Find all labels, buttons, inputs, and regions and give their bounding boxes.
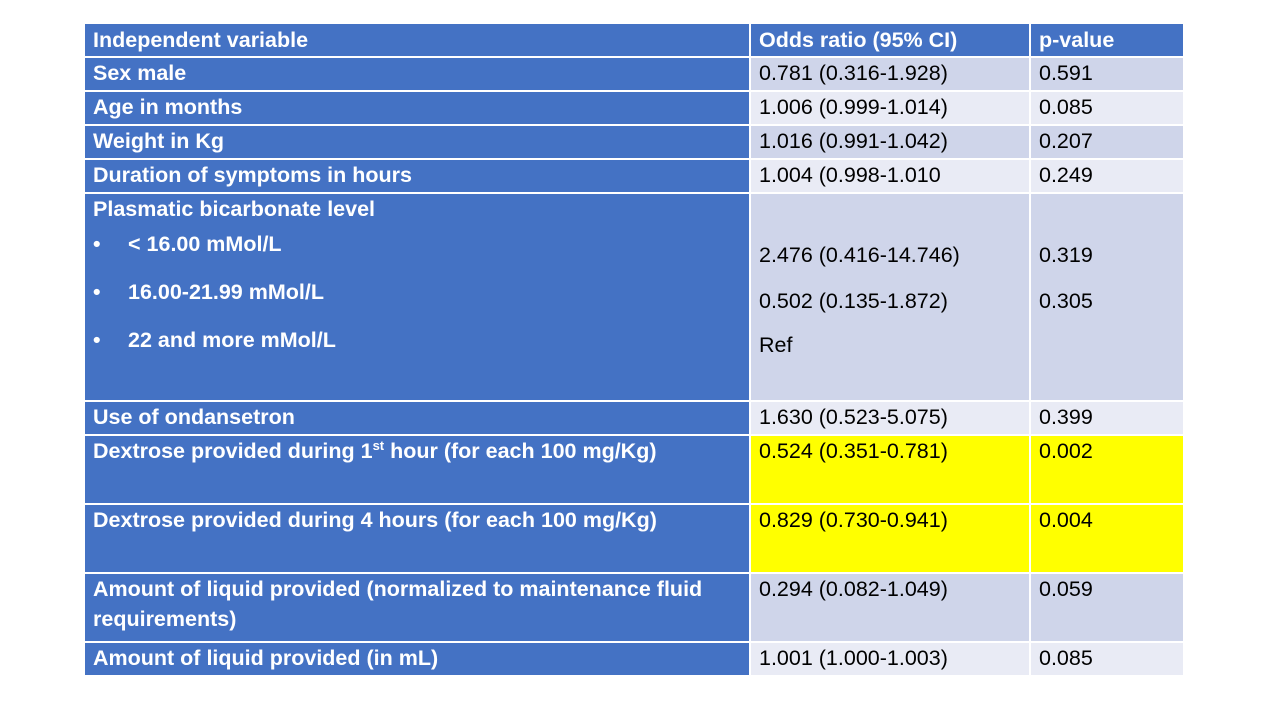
row-odds-ratio: 1.630 (0.523-5.075) <box>750 401 1030 435</box>
row-odds-ratio <box>750 193 1030 401</box>
header-p-value: p-value <box>1030 23 1184 57</box>
row-variable: Sex male <box>84 57 750 91</box>
row-odds-ratio: 0.829 (0.730-0.941) <box>750 504 1030 573</box>
row-p-value: 0.207 <box>1030 125 1184 159</box>
row-variable: Age in months <box>84 91 750 125</box>
row-odds-ratio: 0.781 (0.316-1.928) <box>750 57 1030 91</box>
variable-text: Dextrose provided during 1 <box>93 439 373 463</box>
ordinal-suffix: st <box>372 437 385 453</box>
row-variable: Weight in Kg <box>84 125 750 159</box>
row-odds-ratio: 0.524 (0.351-0.781) <box>750 435 1030 504</box>
table-row <box>84 57 1184 91</box>
level-p-value: 0.305 <box>1039 289 1093 313</box>
row-variable: Amount of liquid provided (in mL) <box>84 642 750 676</box>
table-row-bicarbonate <box>84 193 1184 401</box>
table-row-highlighted <box>84 504 1184 573</box>
row-p-value: 0.059 <box>1030 573 1184 642</box>
level-label: < 16.00 mMol/L <box>128 232 282 256</box>
bullet-icon: • <box>93 280 101 304</box>
table-row <box>84 91 1184 125</box>
table-row-highlighted <box>84 435 1184 504</box>
row-variable <box>84 193 750 401</box>
table-row <box>84 159 1184 193</box>
header-independent-variable: Independent variable <box>84 23 750 57</box>
header-odds-ratio: Odds ratio (95% CI) <box>750 23 1030 57</box>
level-odds-ratio: 0.502 (0.135-1.872) <box>759 289 948 313</box>
level-odds-ratio: 2.476 (0.416-14.746) <box>759 243 960 267</box>
row-variable <box>84 435 750 504</box>
list-item <box>93 316 741 364</box>
table-row <box>84 642 1184 676</box>
row-variable: Amount of liquid provided (normalized to maintenance fluid requirements) <box>84 573 750 642</box>
row-p-value: 0.002 <box>1030 435 1184 504</box>
bullet-icon: • <box>93 232 101 256</box>
level-odds-ratio: Ref <box>759 333 793 357</box>
bicarbonate-title: Plasmatic bicarbonate level <box>93 197 376 221</box>
bullet-icon: • <box>93 328 101 352</box>
bicarbonate-levels <box>93 220 741 364</box>
row-p-value: 0.249 <box>1030 159 1184 193</box>
odds-ratio-table <box>83 22 1185 677</box>
table-header-row <box>84 23 1184 57</box>
row-odds-ratio: 1.006 (0.999-1.014) <box>750 91 1030 125</box>
row-p-value: 0.591 <box>1030 57 1184 91</box>
list-item <box>93 268 741 316</box>
row-p-value: 0.085 <box>1030 642 1184 676</box>
row-variable: Use of ondansetron <box>84 401 750 435</box>
row-variable: Duration of symptoms in hours <box>84 159 750 193</box>
variable-text: hour (for each 100 mg/Kg) <box>384 439 657 463</box>
level-p-value: 0.319 <box>1039 243 1093 267</box>
row-p-value <box>1030 193 1184 401</box>
row-p-value: 0.004 <box>1030 504 1184 573</box>
list-item <box>93 220 741 268</box>
table-row <box>84 401 1184 435</box>
row-p-value: 0.085 <box>1030 91 1184 125</box>
row-odds-ratio: 1.004 (0.998-1.010 <box>750 159 1030 193</box>
row-odds-ratio: 1.016 (0.991-1.042) <box>750 125 1030 159</box>
table-row <box>84 125 1184 159</box>
table-row <box>84 573 1184 642</box>
row-odds-ratio: 0.294 (0.082-1.049) <box>750 573 1030 642</box>
odds-ratio-stack <box>759 194 1021 360</box>
row-p-value: 0.399 <box>1030 401 1184 435</box>
level-label: 16.00-21.99 mMol/L <box>128 280 324 304</box>
p-value-stack <box>1039 194 1175 330</box>
level-label: 22 and more mMol/L <box>128 328 336 352</box>
row-odds-ratio: 1.001 (1.000-1.003) <box>750 642 1030 676</box>
row-variable: Dextrose provided during 4 hours (for each 100 mg/Kg) <box>84 504 750 573</box>
